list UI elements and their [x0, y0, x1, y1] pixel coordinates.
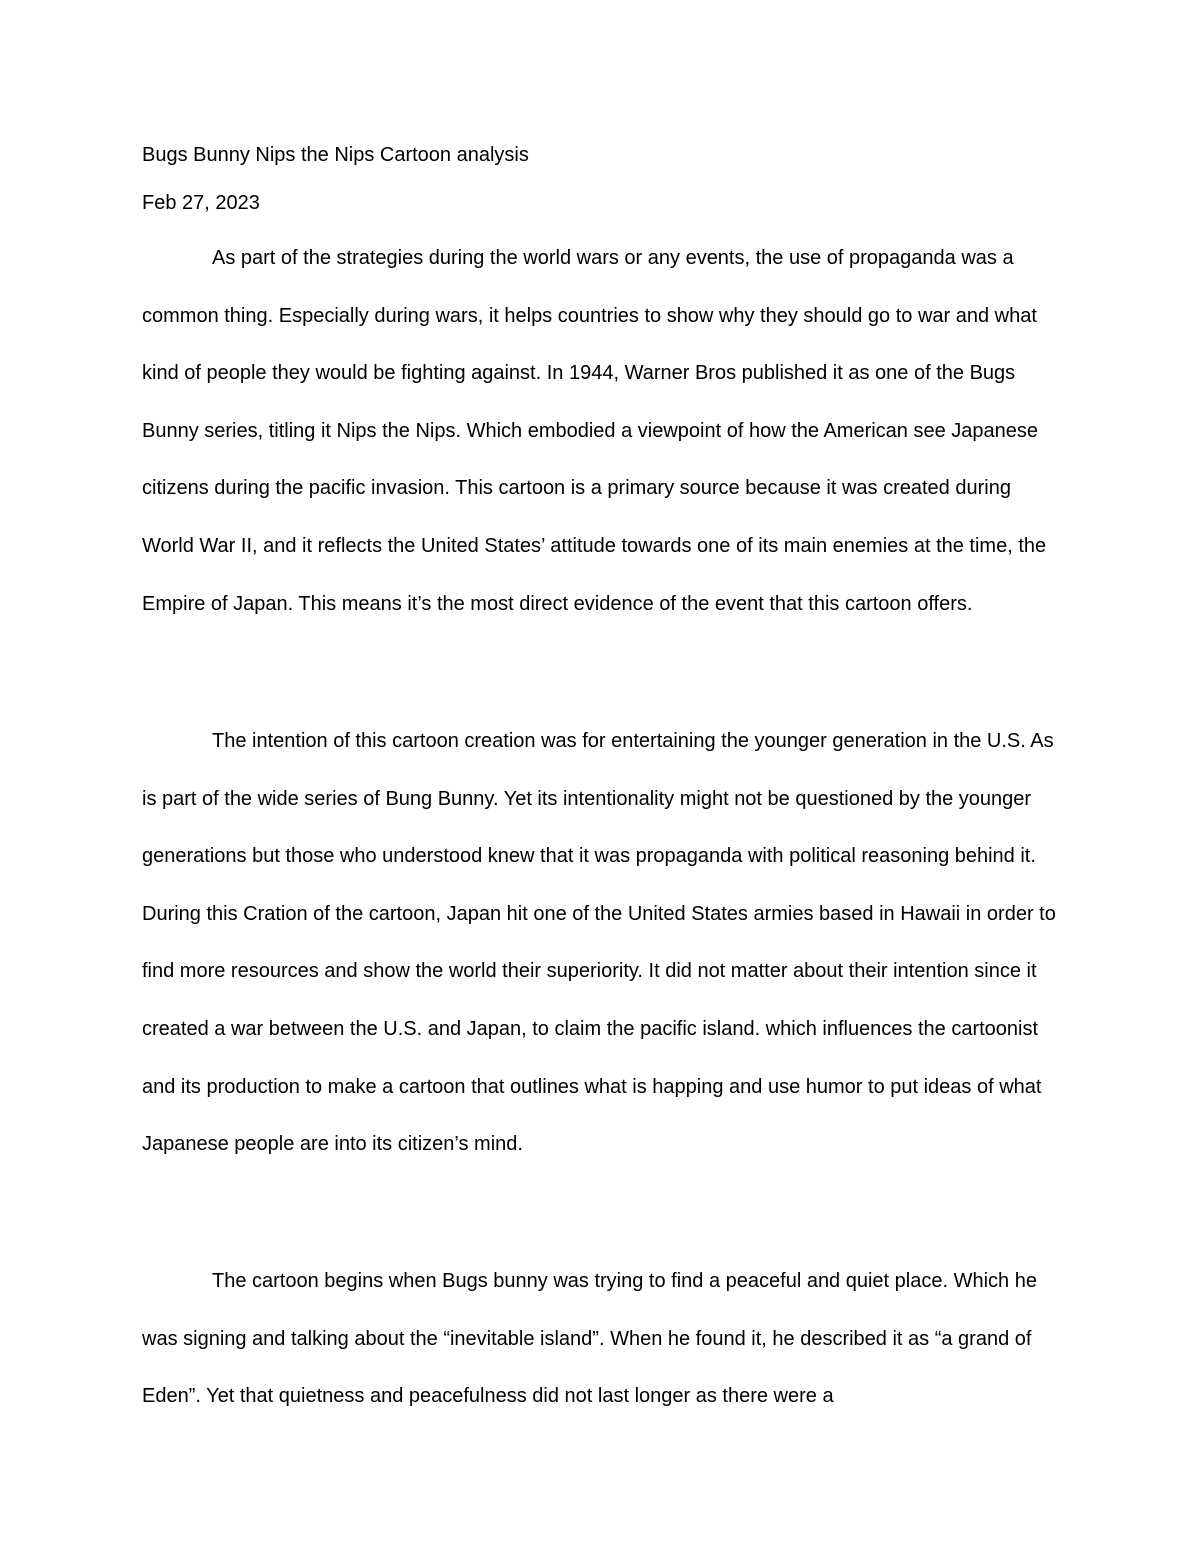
body-paragraph-2: The intention of this cartoon creation was for entertaining the younger generation in the U.S. As is part of the wide series of Bung Bunny. Yet its intentionality might not be questioned by the younger generations but those who understood knew that it was propaganda with political reasoning behind it. During this Cration of the cartoon, Japan hit one of the United States armies based in Hawaii in order to find more resources and show the world their superiority. It did not matter about their intention since it created a war between the U.S. and Japan, to claim the pacific island. which influences the cartoonist and its production to make a cartoon that outlines what is happing and use humor to put ideas of what Japanese people are into its citizen’s mind. — [142, 730, 1056, 1156]
body-paragraph-1: As part of the strategies during the world wars or any events, the use of propaganda was a common thing. Especially during wars, it helps countries to show why they should go to war and what kind of people they would be fighting against. In 1944, Warner Bros published it as one of the Bugs Bunny series, titling it Nips the Nips. Which embodied a viewpoint of how the American see Japanese citizens during the pacific invasion. This cartoon is a primary source because it was created during World War II, and it reflects the United States’ attitude towards one of its main enemies at the time, the Empire of Japan. This means it’s the most direct evidence of the event that this cartoon offers. — [142, 247, 1047, 615]
body-paragraph-3: The cartoon begins when Bugs bunny was trying to find a peaceful and quiet place. Which he was signing and talking about the “inevitable island”. When he found it, he described it as “a grand of Eden”. Yet that quietness and peacefulness did not last longer as there were a — [142, 1270, 1037, 1408]
document-title: Bugs Bunny Nips the Nips Cartoon analysis — [142, 144, 529, 166]
document-date: Feb 27, 2023 — [142, 192, 260, 214]
